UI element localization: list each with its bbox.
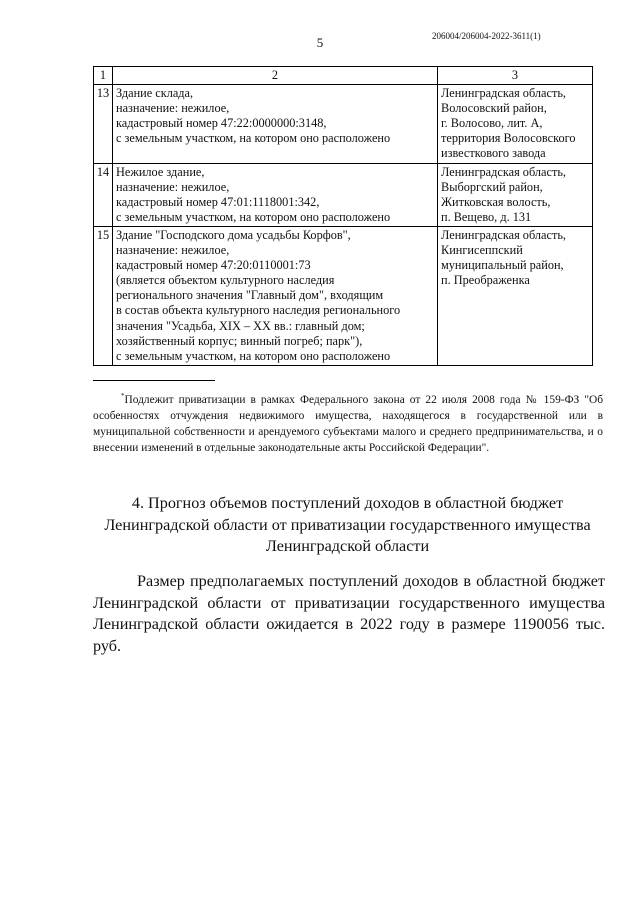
property-address bbox=[438, 163, 593, 226]
column-header-3: 3 bbox=[438, 67, 593, 85]
address-line: п. Вещево, д. 131 bbox=[441, 209, 532, 224]
description-line: кадастровый номер 47:22:0000000:3148, bbox=[116, 116, 327, 131]
page-number: 5 bbox=[316, 35, 324, 50]
description-line: Здание склада, bbox=[116, 86, 194, 101]
column-header-2: 2 bbox=[113, 67, 438, 85]
description-line: кадастровый номер 47:20:0110001:73 bbox=[116, 258, 311, 273]
address-line: территория Волосовского bbox=[441, 131, 576, 146]
row-number: 15 bbox=[94, 226, 113, 365]
property-description bbox=[113, 85, 438, 163]
section-title-line: Ленинградской области bbox=[265, 537, 430, 555]
description-line: назначение: нежилое, bbox=[116, 101, 230, 116]
address-line: Кингисеппский bbox=[441, 243, 523, 258]
footnote-marker: * bbox=[121, 392, 125, 400]
description-line: назначение: нежилое, bbox=[116, 179, 230, 194]
property-address bbox=[438, 85, 593, 163]
description-line: с земельным участком, на котором оно расположено bbox=[116, 131, 391, 146]
address-line: п. Преображенка bbox=[441, 273, 530, 288]
address-line: известкового завода bbox=[441, 146, 546, 161]
table-header-row bbox=[94, 67, 593, 85]
address-line: Житковская волость, bbox=[441, 194, 551, 209]
address-line: Ленинградская область, bbox=[441, 164, 567, 179]
property-description bbox=[113, 226, 438, 365]
description-line: в состав объекта культурного наследия регионального bbox=[116, 303, 401, 318]
address-line: муниципальный район, bbox=[441, 258, 564, 273]
property-table bbox=[93, 66, 593, 366]
document-id: 206004/206004-2022-3611(1) bbox=[432, 31, 541, 41]
footnote bbox=[93, 388, 603, 456]
address-line: Волосовский район, bbox=[441, 101, 547, 116]
description-line: Здание "Господского дома усадьбы Корфов", bbox=[116, 227, 351, 242]
section-title-line: Ленинградской области от приватизации государственного имущества bbox=[104, 515, 591, 534]
address-line: Ленинградская область, bbox=[441, 86, 567, 101]
description-line: (является объектом культурного наследия bbox=[116, 273, 335, 288]
footnote-separator bbox=[93, 380, 215, 381]
address-line: Ленинградская область, bbox=[441, 227, 567, 242]
property-address bbox=[438, 226, 593, 365]
description-line: с земельным участком, на котором оно расположено bbox=[116, 209, 391, 224]
description-line: Нежилое здание, bbox=[116, 164, 205, 179]
description-line: регионального значения "Главный дом", входящим bbox=[116, 288, 384, 303]
row-number: 14 bbox=[94, 163, 113, 226]
section-title bbox=[70, 493, 625, 558]
table-row bbox=[94, 163, 593, 226]
section-paragraph: Размер предполагаемых поступлений доходов в областной бюджет Ленинградской области от приватизации государственного имущества Ленинградской области ожидается в 2022 году в размере 1190056 тыс. руб. bbox=[93, 572, 605, 655]
property-description bbox=[113, 163, 438, 226]
table-row bbox=[94, 226, 593, 365]
table-row bbox=[94, 85, 593, 163]
description-line: с земельным участком, на котором оно расположено bbox=[116, 348, 391, 363]
description-line: кадастровый номер 47:01:1118001:342, bbox=[116, 194, 320, 209]
address-line: г. Волосово, лит. А, bbox=[441, 116, 543, 131]
column-header-1: 1 bbox=[94, 67, 113, 85]
description-line: хозяйственный корпус; винный погреб; парк"), bbox=[116, 333, 363, 348]
description-line: значения "Усадьба, XIX – XX вв.: главный дом; bbox=[116, 318, 365, 333]
address-line: Выборгский район, bbox=[441, 179, 543, 194]
footnote-text: Подлежит приватизации в рамках Федерального закона от 22 июля 2008 года № 159-ФЗ "Об особенностях отчуждения недвижимого имущества, находящегося в государственной или в муниципальной собственности и арендуемого субъектами малого и среднего предпринимательства, и о внесении изменений в отдельные законодательные акты Российской Федерации". bbox=[93, 393, 603, 454]
row-number: 13 bbox=[94, 85, 113, 163]
section-title-line: 4. Прогноз объемов поступлений доходов в областной бюджет bbox=[131, 494, 564, 512]
description-line: назначение: нежилое, bbox=[116, 243, 230, 258]
